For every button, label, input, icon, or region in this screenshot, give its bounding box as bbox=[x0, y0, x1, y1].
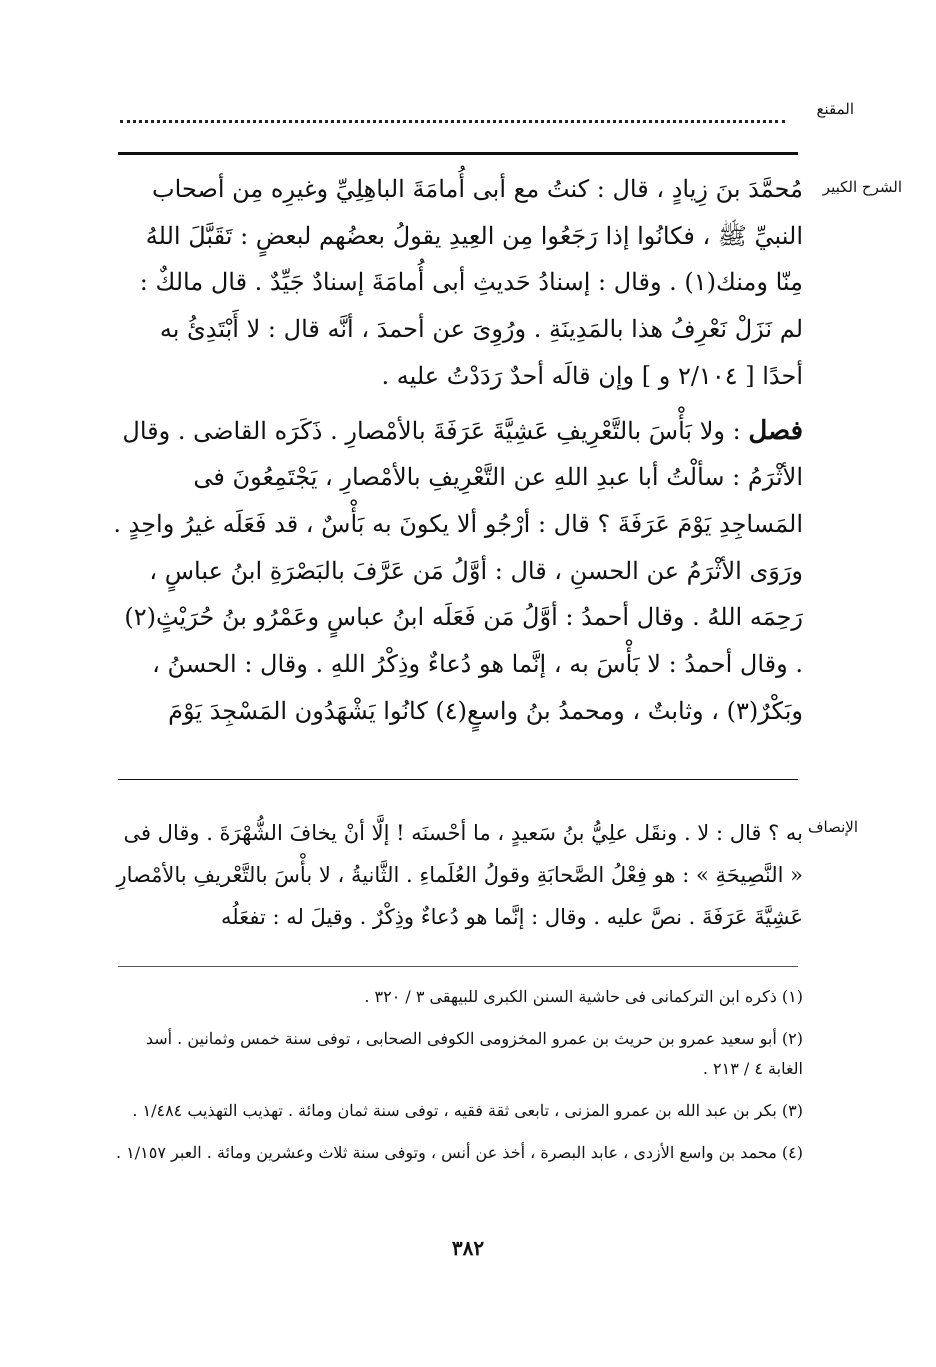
insaf-paragraph-1: به ؟ قال : لا . ونقَل علِيُّ بنُ سَعيدٍ ، ما أحْسنَه ! إلَّا أنْ يخافَ الشُّهْرَةَ . وقال فى « النَّصِيحَةِ » : هو فِعْلُ الصَّحابَةِ وقولُ العُلَماءِ . الثَّانيةُ ، لا بأْسَ بالتَّعْريفِ بالأمْصارِ عَشِيَّةَ عَرَفَةَ . نصَّ عليه . وقال : إنَّما هو دُعاءٌ وذِكْرٌ . وقيلَ له : تفعَلُه bbox=[116, 821, 803, 929]
main-commentary-text bbox=[113, 166, 803, 734]
header-solid-rule bbox=[118, 152, 798, 155]
footnote-rule bbox=[118, 966, 798, 967]
main-paragraph-2-text: : ولا بَأْسَ بالتَّعْرِيفِ عَشِيَّةَ عَرَفَةَ بالأمْصارِ . ذَكَرَه القاضى . وقال الأثْرَمُ : سألْتُ أبا عبدِ اللهِ عن التَّعْرِيفِ بالأمْصارِ ، يَجْتَمِعُونَ فى المَساجِدِ يَوْمَ عَرَفَةَ ؟ قال : أرْجُو ألا يكونَ به بَأْسٌ ، قد فَعَلَه غيرُ واحِدٍ . ورَوَى الأثْرَمُ عن الحسنِ ، قال : أوَّلُ مَن عَرَّفَ بالبَصْرَةِ ابنُ عباسٍ ، رَحِمَه اللهُ . وقال أحمدُ : أوَّلُ مَن فَعَلَه ابنُ عباسٍ وعَمْرُو بنُ حُرَيْثٍ(٢) . وقال أحمدُ : لا بَأْسَ به ، إنَّما هو دُعاءٌ وذِكْرُ اللهِ . وقال : الحسنُ ، وبَكْرٌ(٣) ، وثابتٌ ، ومحمدُ بنُ واسعٍ(٤) كانُوا يَشْهَدُون المَسْجِدَ يَوْمَ bbox=[113, 416, 803, 725]
section-divider-rule bbox=[118, 779, 798, 780]
footnote-1: (١) ذكره ابن التركمانى فى حاشية السنن الكبرى للبيهقى ٣ / ٣٢٠ . bbox=[364, 987, 803, 1006]
footnotes bbox=[113, 982, 803, 1180]
footnote-2: (٢) أبو سعيد عمرو بن حريث بن عمرو المخزومى الكوفى الصحابى ، توفى سنة خمس وثمانين . أسد الغابة ٤ / ٢١٣ . bbox=[145, 1029, 803, 1078]
side-label-insaf: الإنصاف bbox=[807, 818, 858, 836]
side-label-sharh: الشرح الكبير bbox=[822, 178, 902, 196]
header-dotted-rule bbox=[120, 120, 785, 123]
footnote-3: (٣) بكر بن عبد الله بن عمرو المزنى ، تابعى ثقة فقيه ، توفى سنة ثمان ومائة . تهذيب التهذيب ١/٤٨٤ . bbox=[132, 1101, 803, 1120]
section-heading-fasl: فصل bbox=[748, 415, 803, 446]
main-paragraph-1: مُحمَّدَ بنَ زِيادٍ ، قال : كنتُ مع أبى أُمامَةَ الباهِلِيِّ وغيرِه مِن أصحاب النبيِّ ﷺ ، فكانُوا إذا رَجَعُوا مِن العِيدِ يقولُ بعضُهم لبعضٍ : تَقَبَّلَ اللهُ مِنّا ومنك(١) . وقال : إسنادُ حَديثِ أبى أُمامَةَ إسنادٌ جَيِّدٌ . قال مالكٌ : لم نَزَلْ نَعْرِفُ هذا بالمَدِينَةِ . ورُوِىَ عن أحمدَ ، أنَّه قال : لا أَبْتَدِئُ به أحدًا [ ٢/١٠٤ و ] وإن قالَه أحدٌ رَدَدْتُ عليه . bbox=[139, 175, 803, 390]
main-paragraph-2 bbox=[113, 408, 803, 735]
footnote-4: (٤) محمد بن واسع الأزدى ، عابد البصرة ، أخذ عن أنس ، وتوفى سنة ثلاث وعشرين ومائة . العبر ١/١٥٧ . bbox=[115, 1143, 803, 1162]
running-header-title: المقنع bbox=[816, 100, 854, 118]
insaf-commentary-text bbox=[113, 812, 803, 938]
page-number: ٣٨٢ bbox=[451, 1236, 485, 1260]
